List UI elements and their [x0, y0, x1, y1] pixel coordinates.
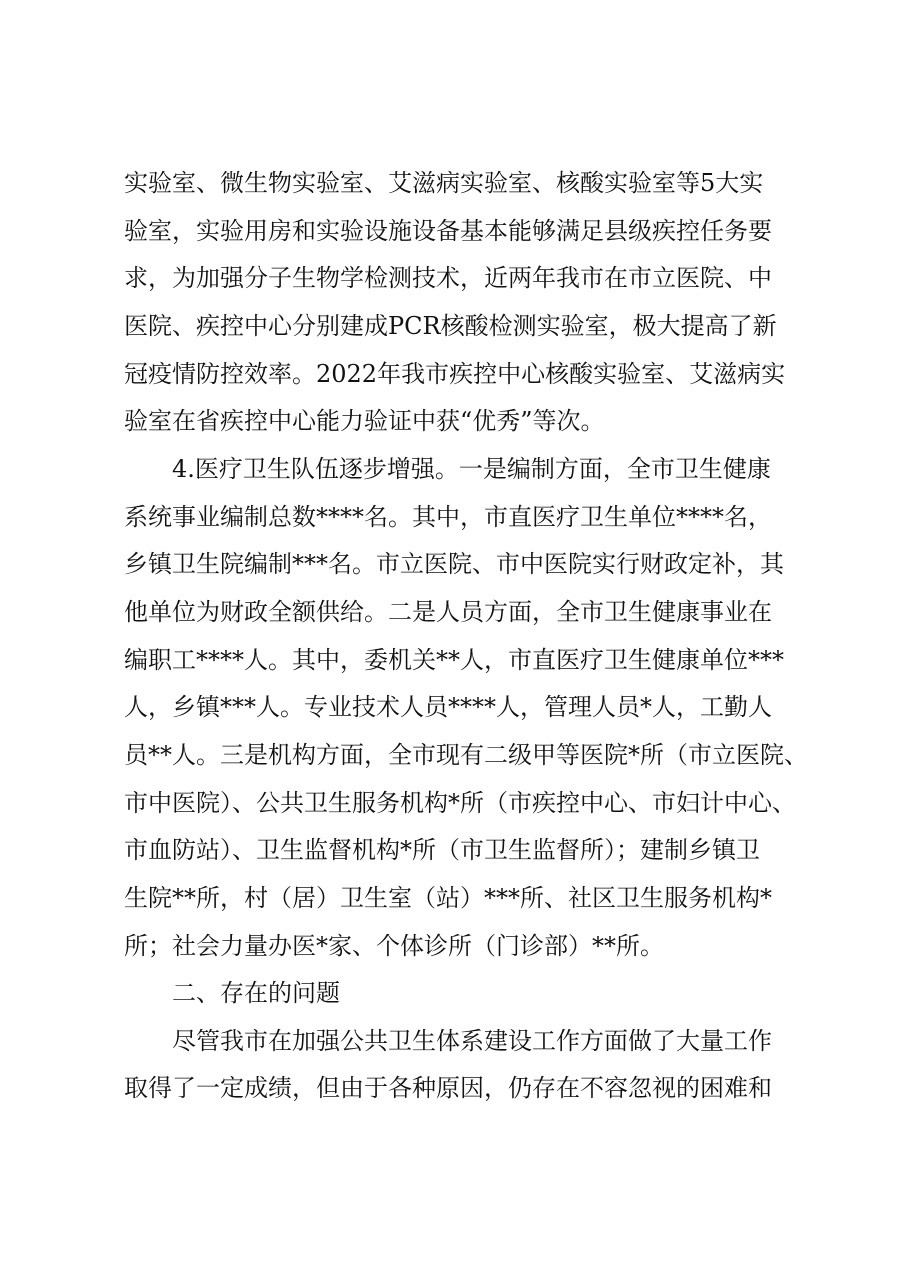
paragraph-1-line-3: 求，为加强分子生物学检测技术，近两年我市在市立医院、中: [124, 264, 772, 292]
paragraph-1-line-5: 冠疫情防控效率。2022年我市疾控中心核酸实验室、艾滋病实: [124, 360, 786, 388]
paragraph-2-line-10: 生院**所，村（居）卫生室（站）***所、社区卫生服务机构*: [124, 884, 772, 912]
paragraph-2-line-1: 4.医疗卫生队伍逐步增强。一是编制方面，全市卫生健康: [172, 455, 771, 483]
paragraph-1-line-4: 医院、疾控中心分别建成PCR核酸检测实验室，极大提高了新: [124, 312, 777, 340]
section-heading: 二、存在的问题: [172, 979, 340, 1007]
paragraph-1-line-1: 实验室、微生物实验室、艾滋病实验室、核酸实验室等5大实: [124, 169, 764, 197]
paragraph-2-line-2: 系统事业编制总数****名。其中，市直医疗卫生单位****名，: [124, 503, 772, 531]
paragraph-2-line-3: 乡镇卫生院编制***名。市立医院、市中医院实行财政定补，其: [124, 550, 784, 578]
paragraph-3-line-2: 取得了一定成绩，但由于各种原因，仍存在不容忽视的困难和: [124, 1074, 772, 1102]
paragraph-2-line-4: 他单位为财政全额供给。二是人员方面，全市卫生健康事业在: [124, 598, 772, 626]
paragraph-1-line-2: 验室，实验用房和实验设施设备基本能够满足县级疾控任务要: [124, 217, 772, 245]
paragraph-1-line-6: 验室在省疾控中心能力验证中获“优秀”等次。: [124, 407, 605, 435]
paragraph-2-line-5: 编职工****人。其中，委机关**人，市直医疗卫生健康单位***: [124, 646, 784, 674]
paragraph-2-line-8: 市中医院）、公共卫生服务机构*所（市疾控中心、市妇计中心、: [124, 789, 796, 817]
paragraph-2-line-11: 所；社会力量办医*家、个体诊所（门诊部）**所。: [124, 932, 664, 960]
paragraph-2-line-9: 市血防站）、卫生监督机构*所（市卫生监督所）；建制乡镇卫: [124, 836, 760, 864]
paragraph-2-line-6: 人，乡镇***人。专业技术人员****人，管理人员*人，工勤人: [124, 693, 772, 721]
paragraph-2-line-7: 员**人。三是机构方面，全市现有二级甲等医院*所（市立医院、: [124, 741, 808, 769]
paragraph-3-line-1: 尽管我市在加强公共卫生体系建设工作方面做了大量工作: [172, 1027, 772, 1055]
